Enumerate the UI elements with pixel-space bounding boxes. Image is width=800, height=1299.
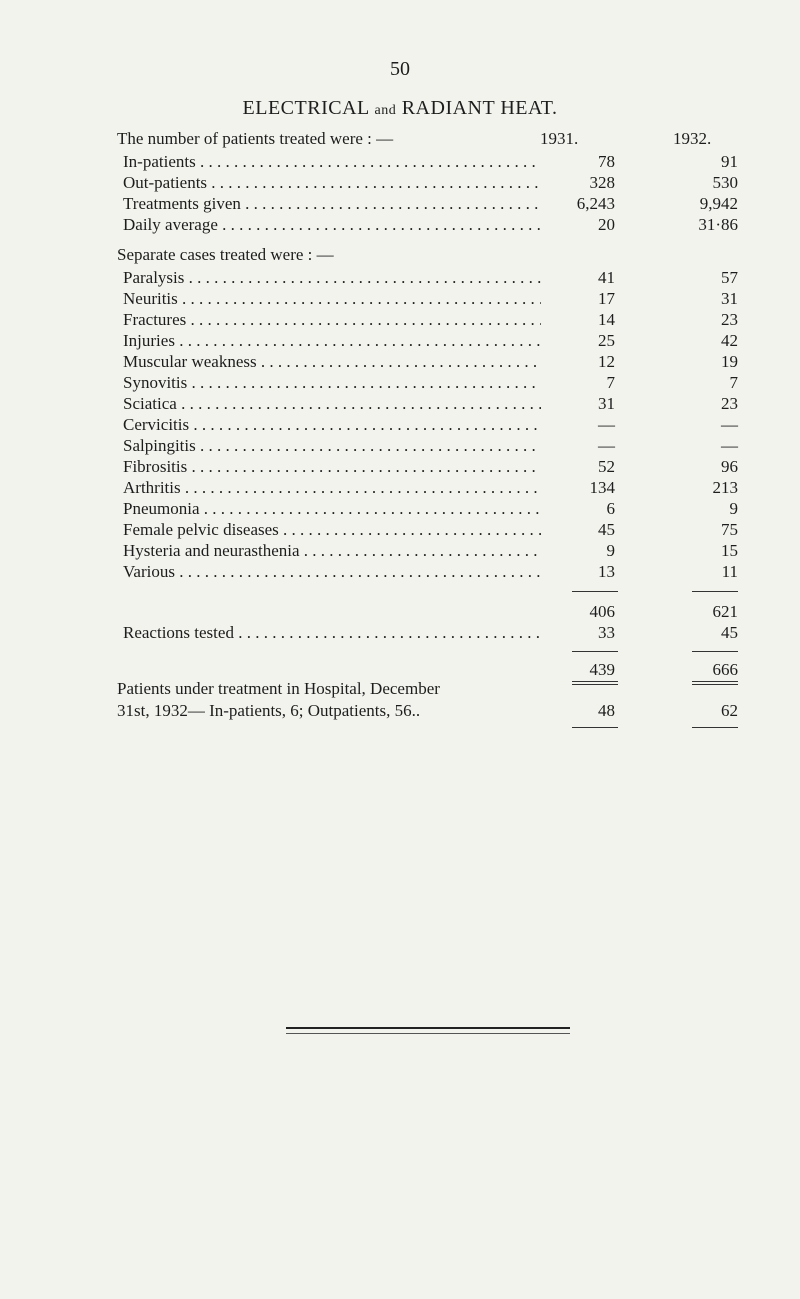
subtotal-row [0,601,800,623]
value-1932: 96 [721,457,738,476]
row-label: Hysteria and neurasthenia . . . [123,540,541,562]
value-1931: 9 [606,541,615,560]
subtotal-rule-1931 [572,591,618,592]
value-1932: 45 [721,623,738,642]
table-row [0,214,800,236]
value-1932: 7 [729,373,738,392]
row-label: Muscular weakness . . . [123,351,541,373]
table-row [0,267,800,289]
row-label: Arthritis . . . [123,477,541,499]
table-row [0,172,800,194]
row-label: Paralysis . . . [123,267,541,289]
total-rule-1931 [572,651,618,652]
value-1931: 12 [598,352,615,371]
total-1931: 439 [589,660,615,679]
page-title [0,97,800,120]
subtotal-1931: 406 [589,602,615,621]
row-label: Sciatica . . . [123,393,541,415]
final-rule-1932 [692,727,738,728]
cases-heading: Separate cases treated were : — [117,245,334,264]
table-row [0,393,800,415]
value-1931: 52 [598,457,615,476]
row-label: Fibrositis . . . [123,456,541,478]
value-1931: 328 [589,173,615,192]
table-row [0,288,800,310]
final-rule-1931 [572,727,618,728]
value-1932: 213 [712,478,738,497]
value-1932: 23 [721,310,738,329]
row-label: Salpingitis . . . [123,435,541,457]
row-label: Cervicitis . . . [123,414,541,436]
value-1932: 75 [721,520,738,539]
value-1932: 23 [721,394,738,413]
value-1931: 20 [598,215,615,234]
value-1932: 31 [721,289,738,308]
under-treatment-1931: 48 [598,701,615,720]
row-label: Daily average . . . [123,214,541,236]
value-1932: 11 [721,562,738,581]
value-1931: 25 [598,331,615,350]
value-1931: — [598,436,615,455]
subtotal-1932: 621 [712,602,738,621]
table-row [0,414,800,436]
table-row [0,330,800,352]
value-1931: 33 [598,623,615,642]
value-1931: 45 [598,520,615,539]
row-label: Various . . . [123,561,541,583]
value-1932: 15 [721,541,738,560]
table-row [0,151,800,173]
table-row [0,498,800,520]
table-row [0,519,800,541]
decorative-rule [286,1027,570,1029]
value-1931: 78 [598,152,615,171]
table-row [0,561,800,583]
column-header-1932: 1932. [673,129,712,148]
title-part-1: ELECTRICAL [242,97,369,119]
table-row [0,540,800,562]
under-treatment-row-1 [0,678,800,700]
row-label: Neuritis . . . [123,288,541,310]
under-treatment-line-2: 31st, 1932— In-patients, 6; Outpatients, 56.. [117,701,421,720]
value-1931: — [598,415,615,434]
under-treatment-1932: 62 [721,701,738,720]
value-1931: 134 [589,478,615,497]
value-1932: 91 [721,152,738,171]
subtotal-rule-1932 [692,591,738,592]
value-1932: 9 [729,499,738,518]
value-1931: 41 [598,268,615,287]
value-1931: 17 [598,289,615,308]
decorative-rule [286,1033,570,1034]
value-1932: 57 [721,268,738,287]
table-row [0,372,800,394]
value-1932: — [721,415,738,434]
title-and: and [374,103,397,118]
title-part-2: RADIANT HEAT. [401,97,558,119]
value-1931: 14 [598,310,615,329]
total-rule-1932 [692,651,738,652]
row-label: Reactions tested . . . [123,622,541,644]
table-row [0,477,800,499]
value-1931: 7 [606,373,615,392]
total-1932: 666 [712,660,738,679]
value-1932: 31·86 [698,215,738,234]
value-1932: 19 [721,352,738,371]
value-1931: 13 [598,562,615,581]
row-label: Fractures . . . [123,309,541,331]
under-treatment-line-1: Patients under treatment in Hospital, December [117,679,440,698]
row-label: Female pelvic diseases . . . [123,519,541,541]
table-row [0,456,800,478]
value-1931: 31 [598,394,615,413]
intro-text: The number of patients treated were : — [117,129,394,148]
header-row [0,128,800,150]
table-row [0,351,800,373]
row-label: Pneumonia . . . [123,498,541,520]
row-label: In-patients . . . [123,151,541,173]
table-row [0,193,800,215]
row-label: Treatments given . . . [123,193,541,215]
page-number: 50 [390,58,410,80]
value-1932: 9,942 [699,194,738,213]
table-row [0,309,800,331]
value-1931: 6 [606,499,615,518]
row-label: Out-patients . . . [123,172,541,194]
row-label: Injuries . . . [123,330,541,352]
table-row [0,435,800,457]
under-treatment-row-2 [0,700,800,722]
section-heading-row [0,244,800,266]
value-1932: — [721,436,738,455]
value-1931: 6,243 [576,194,615,213]
reactions-row [0,622,800,644]
value-1932: 530 [712,173,738,192]
column-header-1931: 1931. [540,129,579,148]
value-1932: 42 [721,331,738,350]
row-label: Synovitis . . . [123,372,541,394]
